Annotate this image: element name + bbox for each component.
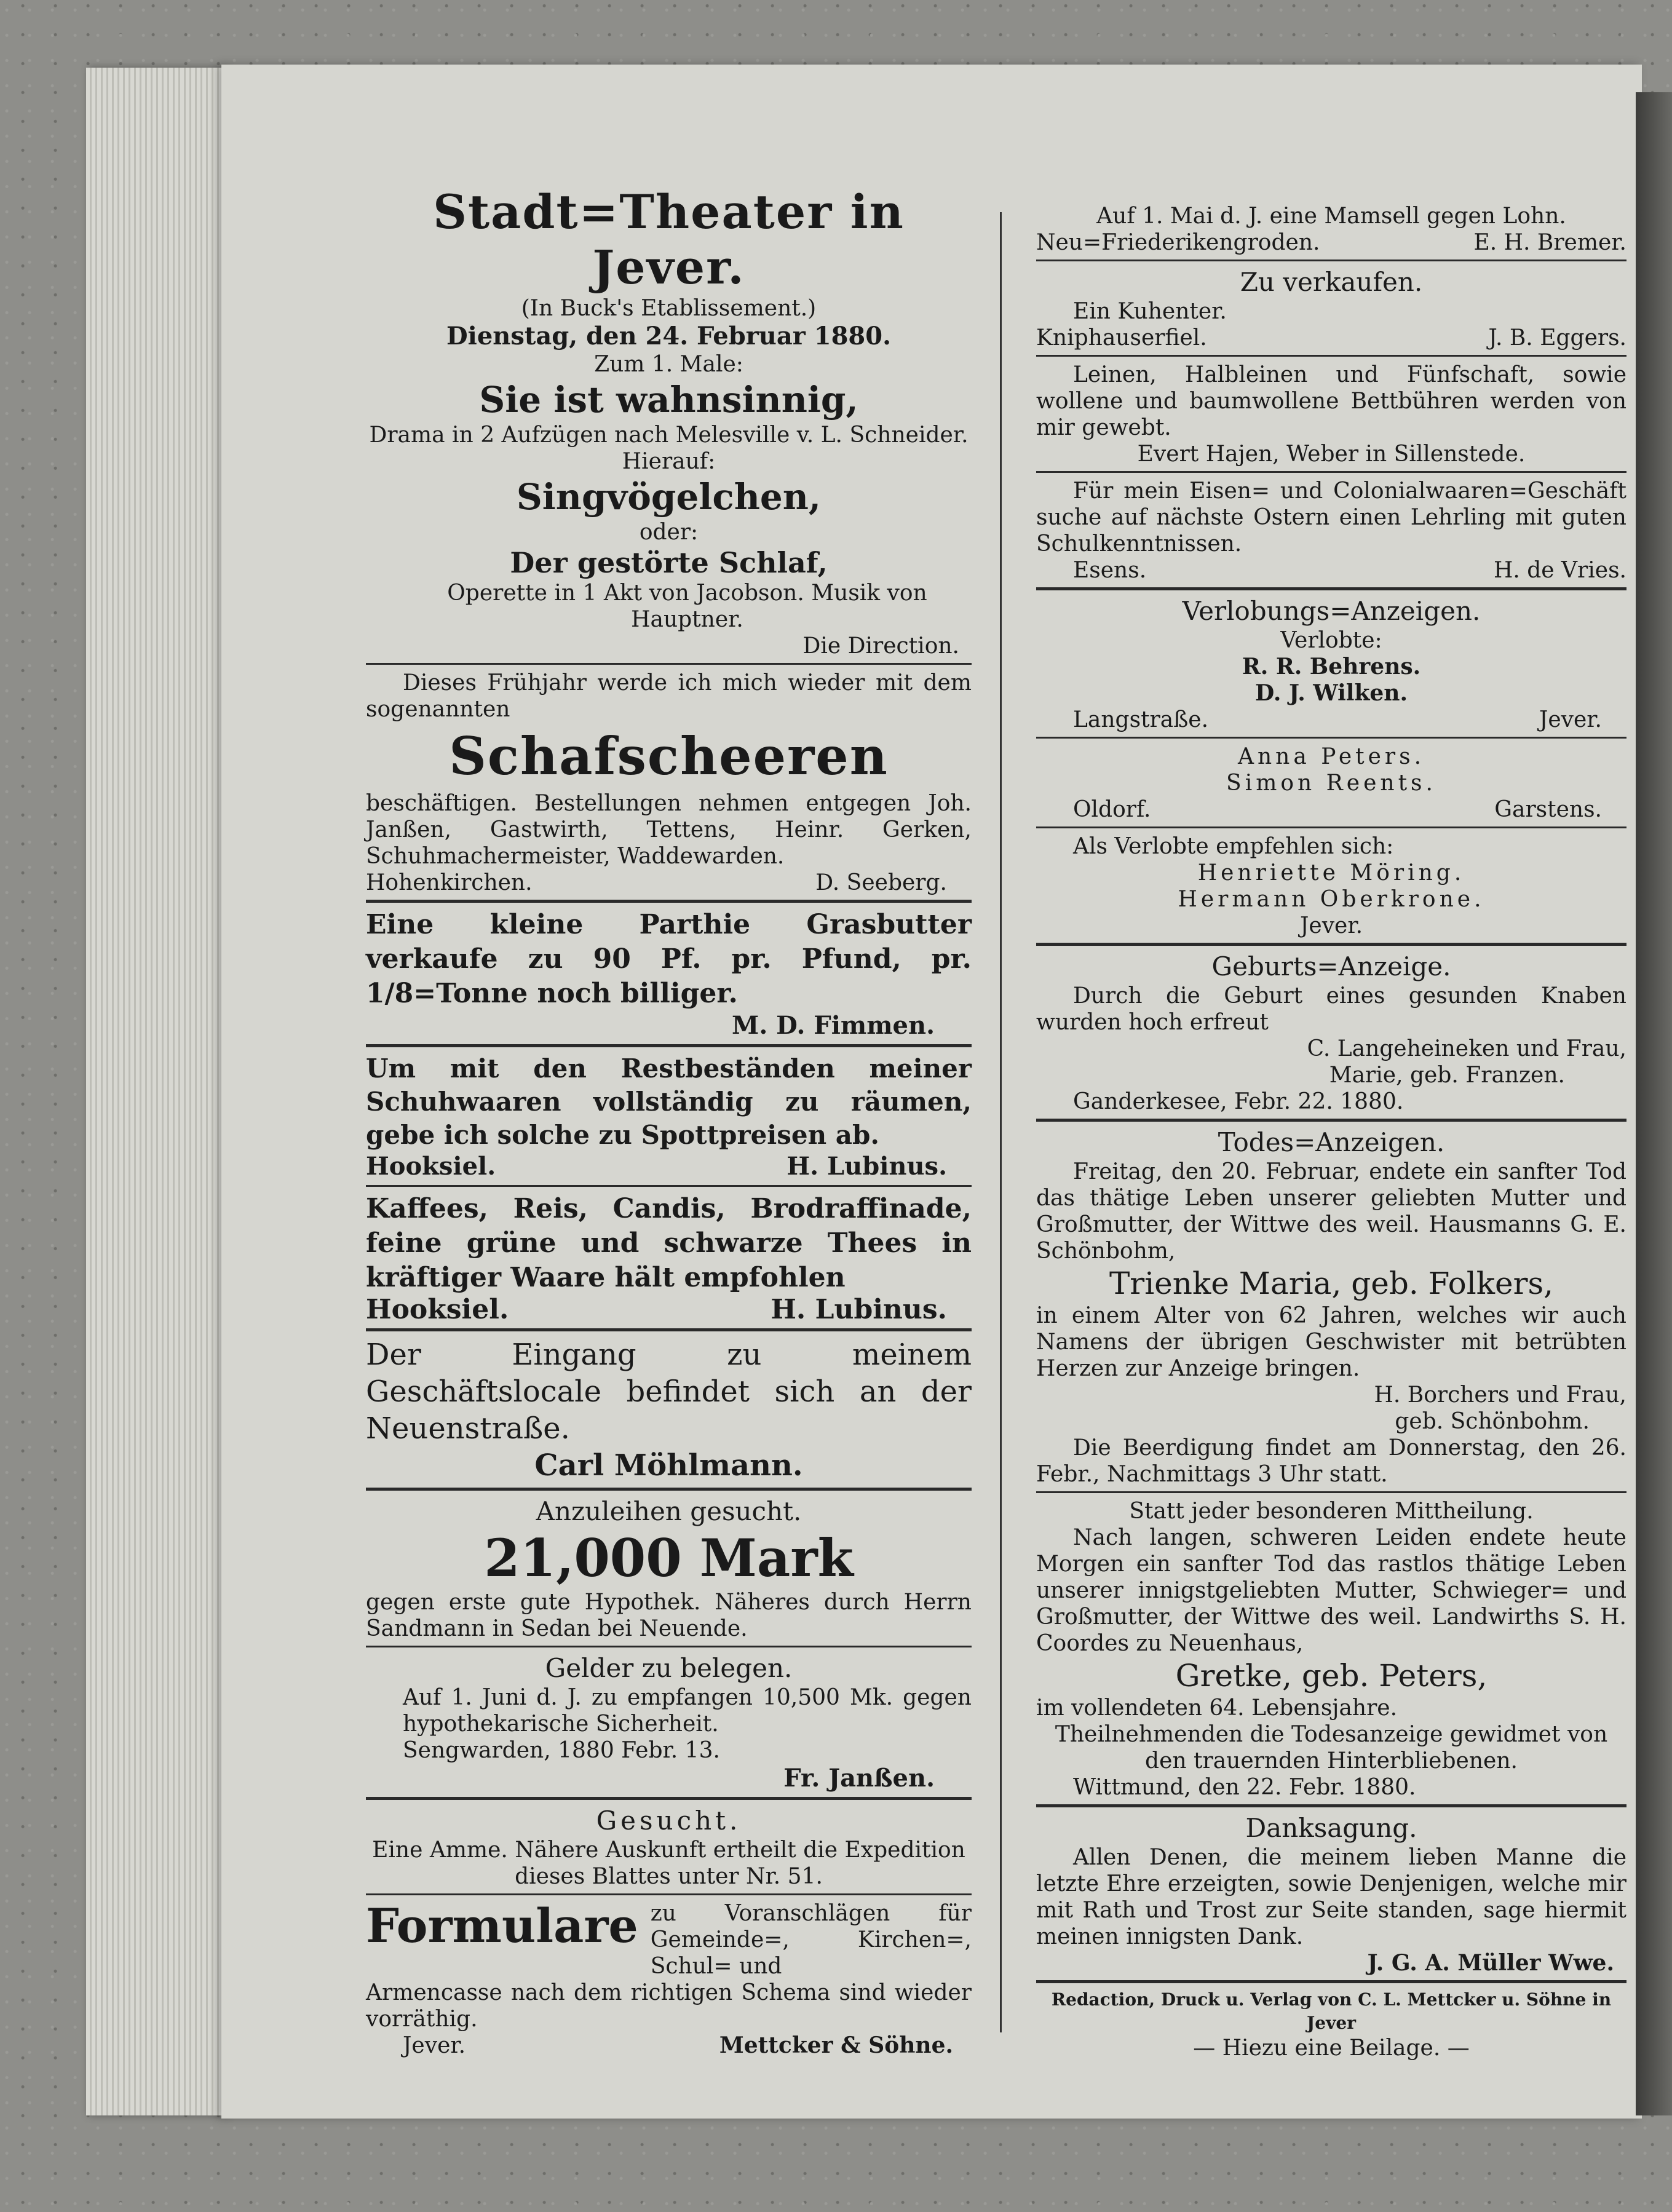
- verlobung-sub2: Als Verlobte empfehlen sich:: [1073, 834, 1394, 859]
- formulare-ad: [366, 1900, 972, 2059]
- divider: [366, 663, 972, 665]
- mamsell-place: Neu=Friederikengroden.: [1036, 230, 1320, 255]
- divider: [366, 1185, 972, 1187]
- divider: [366, 1328, 972, 1331]
- tod-name2: Gretke, geb. Peters,: [1175, 1658, 1488, 1694]
- weber-name: Evert Hajen, Weber in Sillenstede.: [1137, 442, 1526, 467]
- divider: [366, 900, 972, 903]
- tod-head: Todes=Anzeigen.: [1218, 1127, 1445, 1157]
- mamsell-text: Auf 1. Mai d. J. eine Mamsell gegen Lohn.: [1096, 204, 1566, 229]
- divider: [366, 1488, 972, 1491]
- verlobung-name3: Anna Peters.: [1237, 744, 1425, 769]
- lehrling-text: Für mein Eisen= und Colonialwaaren=Geschäft suche auf nächste Ostern einen Lehrling mit guten Schulkenntnissen.: [1036, 478, 1626, 557]
- tod-ad: [1036, 1127, 1626, 1801]
- dank-head: Danksagung.: [1245, 1813, 1417, 1843]
- geburt-ad: [1036, 951, 1626, 1115]
- divider: [366, 1797, 972, 1800]
- butter-name: M. D. Fimmen.: [732, 1011, 935, 1040]
- theater-title: Stadt=Theater in Jever.: [433, 184, 905, 295]
- theater-ad: [366, 184, 972, 659]
- verkaufen-name: J. B. Eggers.: [1488, 325, 1626, 351]
- lehrling-ad: [1036, 478, 1626, 584]
- gesucht-ad: [366, 1805, 972, 1890]
- verlobung-place2: Jever.: [1539, 707, 1602, 732]
- verlobung-place5: Jever.: [1299, 913, 1363, 938]
- formulare-side: zu Voranschlägen für Gemeinde=, Kirchen=, Schul= und: [650, 1901, 972, 1979]
- footer-beilage: — Hiezu eine Beilage. —: [1193, 2036, 1470, 2061]
- formulare-name: Mettcker & Söhne.: [719, 2032, 953, 2058]
- gesucht-head: Gesucht.: [596, 1806, 742, 1836]
- tod-sign2: geb. Schönbohm.: [1395, 1409, 1590, 1434]
- schuh-text: Um mit den Restbeständen meiner Schuhwaaren vollständig zu räumen, gebe ich solche zu Spottpreisen ab.: [366, 1053, 972, 1150]
- schaf-ad: [366, 670, 972, 896]
- divider: [1036, 737, 1626, 739]
- play2-title: Singvögelchen,: [516, 476, 822, 518]
- verlobung-name5: Henriette Möring.: [1197, 860, 1465, 886]
- facing-page-edge: [1636, 92, 1672, 2115]
- kaffee-text: Kaffees, Reis, Candis, Brodraffinade, feine grüne und schwarze Thees in kräftiger Waare hält empfohlen: [366, 1193, 972, 1293]
- verkaufen-text: Ein Kuhenter.: [1073, 299, 1227, 324]
- anleihe-ad: [366, 1496, 972, 1642]
- schaf-headline: Schafscheeren: [449, 726, 889, 787]
- divider: [1036, 355, 1626, 357]
- kaffee-name: H. Lubinus.: [771, 1294, 947, 1325]
- eingang-text: Der Eingang zu meinem Geschäftslocale befindet sich an der Neuenstraße.: [366, 1338, 972, 1446]
- verlobung-name1: R. R. Behrens.: [1242, 654, 1421, 680]
- theater-then: Hierauf:: [622, 449, 716, 474]
- play1-desc: Drama in 2 Aufzügen nach Melesville v. L. Schneider.: [369, 422, 969, 448]
- gesucht-text: Eine Amme. Nähere Auskunft ertheilt die Expedition dieses Blattes unter Nr. 51.: [372, 1837, 965, 1889]
- formulare-text: Armencasse nach dem richtigen Schema sind wieder vorräthig.: [366, 1980, 972, 2032]
- tod-text4: Statt jeder besonderen Mittheilung.: [1129, 1499, 1534, 1524]
- divider: [366, 1893, 972, 1895]
- tod-text5: Nach langen, schweren Leiden endete heute Morgen ein sanfter Tod das rastlos thätige Leben unserer innigstgeliebten Mutter, Schwieger= und Großmutter, der Wittwe des weil. Landwirths S. H. Coordes zu Neuenhaus,: [1036, 1525, 1626, 1656]
- theater-oder: oder:: [639, 520, 699, 545]
- dank-text: Allen Denen, die meinem lieben Manne die letzte Ehre erzeigten, sowie Denjenigen, welche mir mit Rath und Trost zur Seite standen, sage hiermit meinen innigsten Dank.: [1036, 1845, 1626, 1949]
- verlobung-place1: Langstraße.: [1073, 707, 1209, 732]
- book-page-edges: [86, 68, 228, 2115]
- schuh-name: H. Lubinus.: [786, 1152, 947, 1181]
- weber-text: Leinen, Halbleinen und Fünfschaft, sowie wollene und baumwollene Bettbühren werden von mir gewebt.: [1036, 362, 1626, 440]
- tod-text3: Die Beerdigung findet am Donnerstag, den 26. Febr., Nachmittags 3 Uhr statt.: [1036, 1435, 1626, 1487]
- verlobung-name4: Simon Reents.: [1226, 771, 1436, 796]
- play1-title: Sie ist wahnsinnig,: [479, 379, 858, 421]
- theater-date: Dienstag, den 24. Februar 1880.: [446, 322, 892, 351]
- dank-name: J. G. A. Müller Wwe.: [1367, 1950, 1614, 1976]
- column-divider: [1000, 212, 1002, 2032]
- verlobung-head: Verlobungs=Anzeigen.: [1182, 596, 1481, 626]
- tod-place: Wittmund, den 22. Febr. 1880.: [1073, 1775, 1416, 1800]
- schaf-name: D. Seeberg.: [815, 870, 947, 895]
- weber-ad: [1036, 362, 1626, 467]
- anleihe-head: Anzuleihen gesucht.: [536, 1496, 802, 1526]
- divider: [366, 1044, 972, 1047]
- right-column: [1036, 203, 1626, 2061]
- tod-sign1: H. Borchers und Frau,: [1374, 1382, 1626, 1408]
- geburt-name1: C. Langeheineken und Frau,: [1307, 1036, 1626, 1061]
- divider: [1036, 943, 1626, 946]
- anleihe-amount: 21,000 Mark: [484, 1528, 854, 1588]
- tod-name1: Trienke Maria, geb. Folkers,: [1109, 1266, 1554, 1301]
- theater-venue: (In Buck's Etablissement.): [521, 296, 817, 321]
- divider: [1036, 1804, 1626, 1807]
- schuh-place: Hooksiel.: [366, 1152, 496, 1181]
- gelder-head: Gelder zu belegen.: [545, 1653, 793, 1683]
- gelder-place: Sengwarden, 1880 Febr. 13.: [403, 1738, 720, 1763]
- verlobung-sub: Verlobte:: [1280, 628, 1382, 653]
- verlobung-name6: Hermann Oberkrone.: [1178, 887, 1485, 912]
- divider: [1036, 1119, 1626, 1122]
- gelder-name: Fr. Janßen.: [783, 1764, 935, 1793]
- divider: [1036, 260, 1626, 261]
- schaf-intro: Dieses Frühjahr werde ich mich wieder mit dem sogenannten: [366, 670, 972, 722]
- mamsell-name: E. H. Bremer.: [1473, 230, 1626, 255]
- divider: [1036, 1491, 1626, 1493]
- verlobung-ad: [1036, 595, 1626, 939]
- gelder-text: Auf 1. Juni d. J. zu empfangen 10,500 Mk. gegen hypothekarische Sicherheit.: [403, 1685, 972, 1737]
- anleihe-text: gegen erste gute Hypothek. Näheres durch Herrn Sandmann in Sedan bei Neuende.: [366, 1590, 972, 1641]
- kaffee-place: Hooksiel.: [366, 1294, 509, 1325]
- geburt-place: Ganderkesee, Febr. 22. 1880.: [1073, 1089, 1404, 1114]
- theater-signature: Die Direction.: [802, 633, 959, 659]
- play2-subtitle: Der gestörte Schlaf,: [510, 546, 828, 579]
- divider: [366, 1646, 972, 1647]
- schaf-text: beschäftigen. Bestellungen nehmen entgegen Joh. Janßen, Gastwirth, Tettens, Heinr. Gerken, Schuhmachermeister, Waddewarden.: [366, 791, 972, 869]
- theater-first: Zum 1. Male:: [594, 352, 743, 377]
- dank-ad: [1036, 1812, 1626, 1976]
- footer: [1036, 1988, 1626, 2061]
- verlobung-place3: Oldorf.: [1073, 797, 1151, 822]
- verkaufen-ad: [1036, 266, 1626, 351]
- footer-imprint: Redaction, Druck u. Verlag von C. L. Mettcker u. Söhne in Jever: [1051, 1989, 1612, 2033]
- verlobung-name2: D. J. Wilken.: [1254, 680, 1408, 706]
- divider: [1036, 587, 1626, 590]
- divider: [1036, 827, 1626, 828]
- tod-text6: im vollendeten 64. Lebensjahre.: [1036, 1695, 1398, 1721]
- butter-text: Eine kleine Parthie Grasbutter verkaufe zu 90 Pf. pr. Pfund, pr. 1/8=Tonne noch billiger.: [366, 909, 972, 1009]
- verkaufen-place: Kniphauserfiel.: [1036, 325, 1207, 351]
- formulare-word: Formulare: [366, 1898, 638, 1953]
- lehrling-name: H. de Vries.: [1493, 558, 1626, 583]
- geburt-name2: Marie, geb. Franzen.: [1329, 1063, 1565, 1088]
- schaf-place: Hohenkirchen.: [366, 870, 533, 895]
- kaffee-ad: [366, 1192, 972, 1325]
- play2-desc: Operette in 1 Akt von Jacobson. Musik von Hauptner.: [447, 581, 927, 632]
- schuh-ad: [366, 1052, 972, 1181]
- gelder-ad: [366, 1652, 972, 1793]
- geburt-head: Geburts=Anzeige.: [1211, 951, 1451, 981]
- mamsell-ad: [1036, 203, 1626, 256]
- tod-text1: Freitag, den 20. Februar, endete ein sanfter Tod das thätige Leben unserer geliebten Mutter und Großmutter, der Wittwe des weil. Hausmanns G. E. Schönbohm,: [1036, 1159, 1626, 1264]
- divider: [1036, 1980, 1626, 1983]
- butter-ad: [366, 908, 972, 1041]
- eingang-ad: [366, 1336, 972, 1484]
- eingang-name: Carl Möhlmann.: [534, 1448, 803, 1483]
- geburt-text: Durch die Geburt eines gesunden Knaben wurden hoch erfreut: [1036, 983, 1626, 1035]
- verkaufen-head: Zu verkaufen.: [1240, 267, 1423, 297]
- tod-text2: in einem Alter von 62 Jahren, welches wir auch Namens der übrigen Geschwister mit betrübten Herzen zur Anzeige bringen.: [1036, 1303, 1626, 1381]
- left-column: [366, 184, 972, 2059]
- verlobung-place4: Garstens.: [1494, 797, 1602, 822]
- tod-text7: Theilnehmenden die Todesanzeige gewidmet von den trauernden Hinterbliebenen.: [1055, 1722, 1608, 1774]
- lehrling-place: Esens.: [1073, 558, 1147, 583]
- formulare-place: Jever.: [403, 2033, 466, 2058]
- divider: [1036, 471, 1626, 473]
